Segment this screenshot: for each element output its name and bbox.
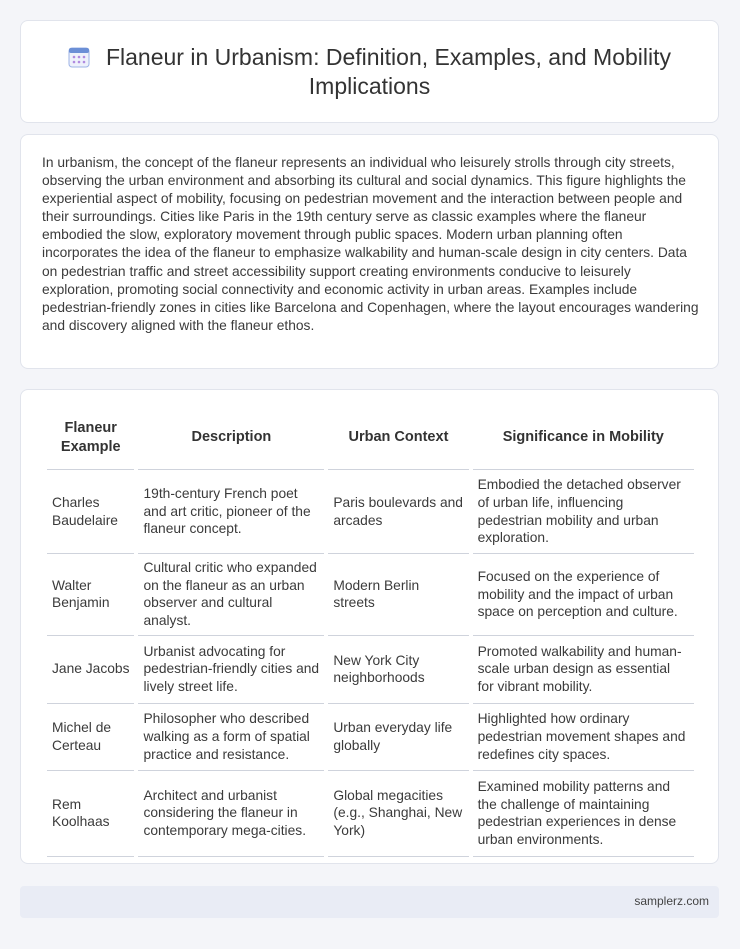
- table-row: [47, 704, 694, 771]
- cell-description: Philosopher who described walking as a form of spatial practice and resistance.: [138, 704, 324, 771]
- cell-description: Cultural critic who expanded on the flaneur as an urban observer and cultural analyst.: [138, 554, 324, 636]
- cell-significance: Examined mobility patterns and the challenge of maintaining pedestrian experiences in dense urban environments.: [473, 771, 694, 857]
- flaneur-table: [43, 406, 698, 857]
- cell-description: Architect and urbanist considering the flaneur in contemporary mega-cities.: [138, 771, 324, 857]
- title-card: [20, 20, 719, 123]
- cell-significance: Highlighted how ordinary pedestrian movement shapes and redefines city spaces.: [473, 704, 694, 771]
- cell-example: Jane Jacobs: [47, 636, 134, 704]
- cell-example: Walter Benjamin: [47, 554, 134, 636]
- cell-context: Paris boulevards and arcades: [328, 470, 468, 554]
- calendar-icon: [68, 46, 90, 68]
- column-header: Flaneur Example: [47, 406, 134, 470]
- page-title: Flaneur in Urbanism: Definition, Examples, and Mobility Implications: [105, 44, 672, 99]
- intro-card: [20, 134, 719, 369]
- intro-paragraph: In urbanism, the concept of the flaneur represents an individual who leisurely strolls through city streets, observing the urban environment and absorbing its cultural and social dynamics. This figure highlights the experiential aspect of mobility, focusing on pedestrian movement and the interaction between people and their surroundings. Cities like Paris in the 19th century serve as classic examples where the flaneur embodied the slow, exploratory movement through public spaces. Modern urban planning often incorporates the idea of the flaneur to emphasize walkability and human-scale design in city centers. Data on pedestrian traffic and street accessibility support creating environments conducive to leisurely exploration, promoting social connectivity and economic activity in urban areas. Examples include pedestrian-friendly zones in cities like Barcelona and Copenhagen, where the layout encourages wandering and discovery aligned with the flaneur ethos.: [42, 155, 699, 333]
- column-header: Significance in Mobility: [473, 406, 694, 470]
- column-header: Urban Context: [328, 406, 468, 470]
- page-title-wrap: [21, 43, 718, 101]
- footer-site-link[interactable]: samplerz.com: [634, 894, 709, 908]
- cell-example: Michel de Certeau: [47, 704, 134, 771]
- table-card: [20, 389, 719, 864]
- table-header-row: [47, 406, 694, 470]
- cell-context: Modern Berlin streets: [328, 554, 468, 636]
- cell-significance: Embodied the detached observer of urban life, influencing pedestrian mobility and urban exploration.: [473, 470, 694, 554]
- cell-context: Urban everyday life globally: [328, 704, 468, 771]
- table-row: [47, 470, 694, 554]
- cell-example: Charles Baudelaire: [47, 470, 134, 554]
- cell-context: Global megacities (e.g., Shanghai, New York): [328, 771, 468, 857]
- cell-description: 19th-century French poet and art critic, pioneer of the flaneur concept.: [138, 470, 324, 554]
- cell-description: Urbanist advocating for pedestrian-friendly cities and lively street life.: [138, 636, 324, 704]
- table-row: [47, 554, 694, 636]
- table-row: [47, 771, 694, 857]
- cell-significance: Focused on the experience of mobility and the impact of urban space on perception and culture.: [473, 554, 694, 636]
- cell-significance: Promoted walkability and human-scale urban design as essential for vibrant mobility.: [473, 636, 694, 704]
- table-row: [47, 636, 694, 704]
- cell-context: New York City neighborhoods: [328, 636, 468, 704]
- column-header: Description: [138, 406, 324, 470]
- cell-example: Rem Koolhaas: [47, 771, 134, 857]
- footer: [20, 886, 719, 918]
